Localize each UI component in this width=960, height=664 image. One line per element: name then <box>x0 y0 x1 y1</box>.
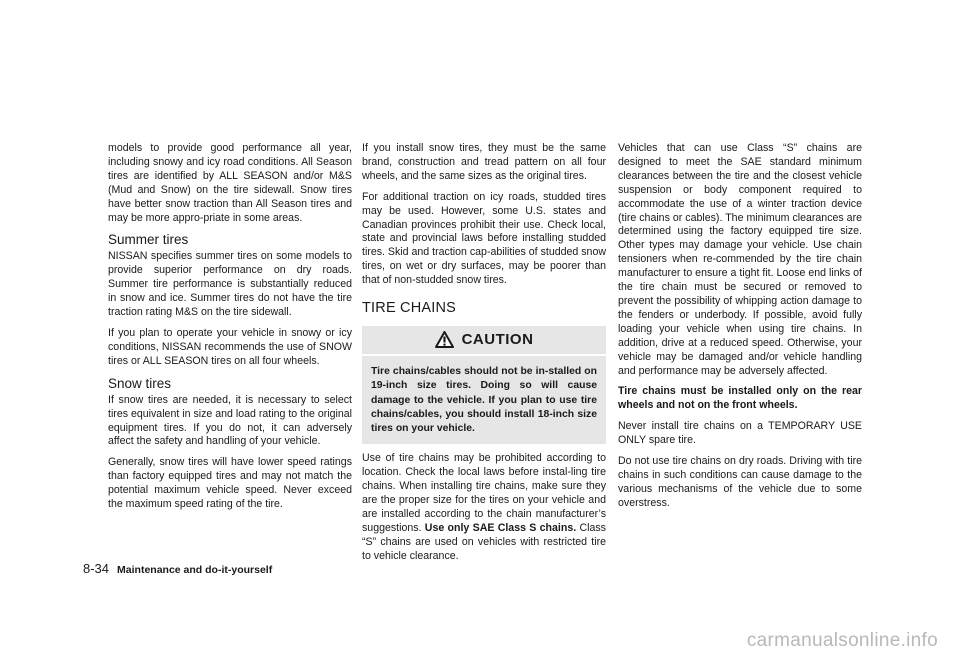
tire-chains-heading: TIRE CHAINS <box>362 300 457 317</box>
caution-title: CAUTION <box>461 331 534 349</box>
rear-wheels-warning: Tire chains must be installed only on the rear wheels and not on the front wheels. <box>618 385 862 412</box>
section-title: Maintenance and do-it-yourself <box>117 564 273 576</box>
watermark: carmanualsonline.info <box>746 630 938 651</box>
caution-header <box>362 326 606 354</box>
caution-text: Tire chains/cables should not be in-stalled on 19-inch size tires. Doing so will cause damage to the vehicle. If you plan to use tire chains/cables, you should install 18-inch size tires on your vehicle. <box>362 356 606 444</box>
summer-tires-heading: Summer tires <box>108 232 189 248</box>
column-2 <box>362 142 606 571</box>
snow-tires-heading: Snow tires <box>108 375 172 391</box>
warning-triangle-icon <box>435 331 454 348</box>
studded-tires-paragraph: For additional traction on icy roads, studded tires may be used. However, some U.S. states and Canadian provinces prohibit their use. Check local, state and provincial laws before installing studded tires. Skid and traction cap-abilities of studded snow tires, on wet or dry surfaces, may be poorer than that of non-studded snow tires. <box>362 190 606 287</box>
summer-paragraph-2: If you plan to operate your vehicle in snowy or icy conditions, NISSAN recommends the use of SNOW tires or ALL SEASON tires on all four wheels. <box>108 326 352 367</box>
page-footer <box>83 561 272 576</box>
caution-box <box>362 326 606 444</box>
column-1 <box>108 142 352 519</box>
column-3 <box>618 142 862 518</box>
dry-roads-paragraph: Do not use tire chains on dry roads. Driving with tire chains in such conditions can cause damage to the various mechanisms of the vehicle due to some overstress. <box>618 455 862 509</box>
chains-usage-text: Use of tire chains may be prohibited according to location. Check the local laws before instal-ling tire chains. When installing tire chains, make sure they are the proper size for the tires on your vehicle and are installed according to the chain manufacturer’s suggestions. <box>362 452 606 534</box>
intro-paragraph: models to provide good performance all year, including snowy and icy road conditions. All Season tires are identified by ALL SEASON and/or M&S (Mud and Snow) on the tire sidewall. Snow tires have better snow traction than All Season tires and may be more appro-priate in some areas. <box>108 142 352 224</box>
class-s-clearance-paragraph: Vehicles that can use Class “S” chains are designed to meet the SAE standard minimum clearances between the tire and the closest vehicle suspension or body component required to accommodate the use of a winter traction device (tire chains or cables). The minimum clearances are determined using the factory equipped tire size. Other types may damage your vehicle. Use chain tensioners when re-commended by the tire chain manufacturer to ensure a tight fit. Loose end links of the tire chain must be secured or removed to prevent the possibility of whipping action damage to the fenders or underbody. If possible, avoid fully loading your vehicle when using tire chains. In addition, drive at a reduced speed. Otherwise, your vehicle may be damaged and/or vehicle handling and performance may be adversely affected. <box>618 142 862 377</box>
snow-paragraph-1: If snow tires are needed, it is necessary to select tires equivalent in size and load rating to the original equipment tires. If you do not, it can adversely affect the safety and handling of your vehicle. <box>108 393 352 448</box>
snow-paragraph-2: Generally, snow tires will have lower speed ratings than factory equipped tires and may not match the potential maximum vehicle speed. Never exceed the maximum speed rating of the tire. <box>108 456 352 511</box>
snow-tire-match-paragraph: If you install snow tires, they must be the same brand, construction and tread pattern on all four wheels, and the same sizes as the original tires. <box>362 142 606 182</box>
sae-class-s-note: Use only SAE Class S chains. <box>424 521 577 534</box>
chains-usage-paragraph <box>362 452 606 563</box>
spare-tire-paragraph: Never install tire chains on a TEMPORARY USE ONLY spare tire. <box>618 420 862 447</box>
summer-paragraph-1: NISSAN specifies summer tires on some models to provide superior performance on dry roads. Summer tire performance is substantially reduced in snow and ice. Summer tires do not have the tire traction rating M&S on the tire sidewall. <box>108 250 352 319</box>
page-number: 8-34 <box>83 561 110 576</box>
class-s-explanation: Class “S” chains are used on vehicles with restricted tire to vehicle clearance. <box>362 521 606 562</box>
